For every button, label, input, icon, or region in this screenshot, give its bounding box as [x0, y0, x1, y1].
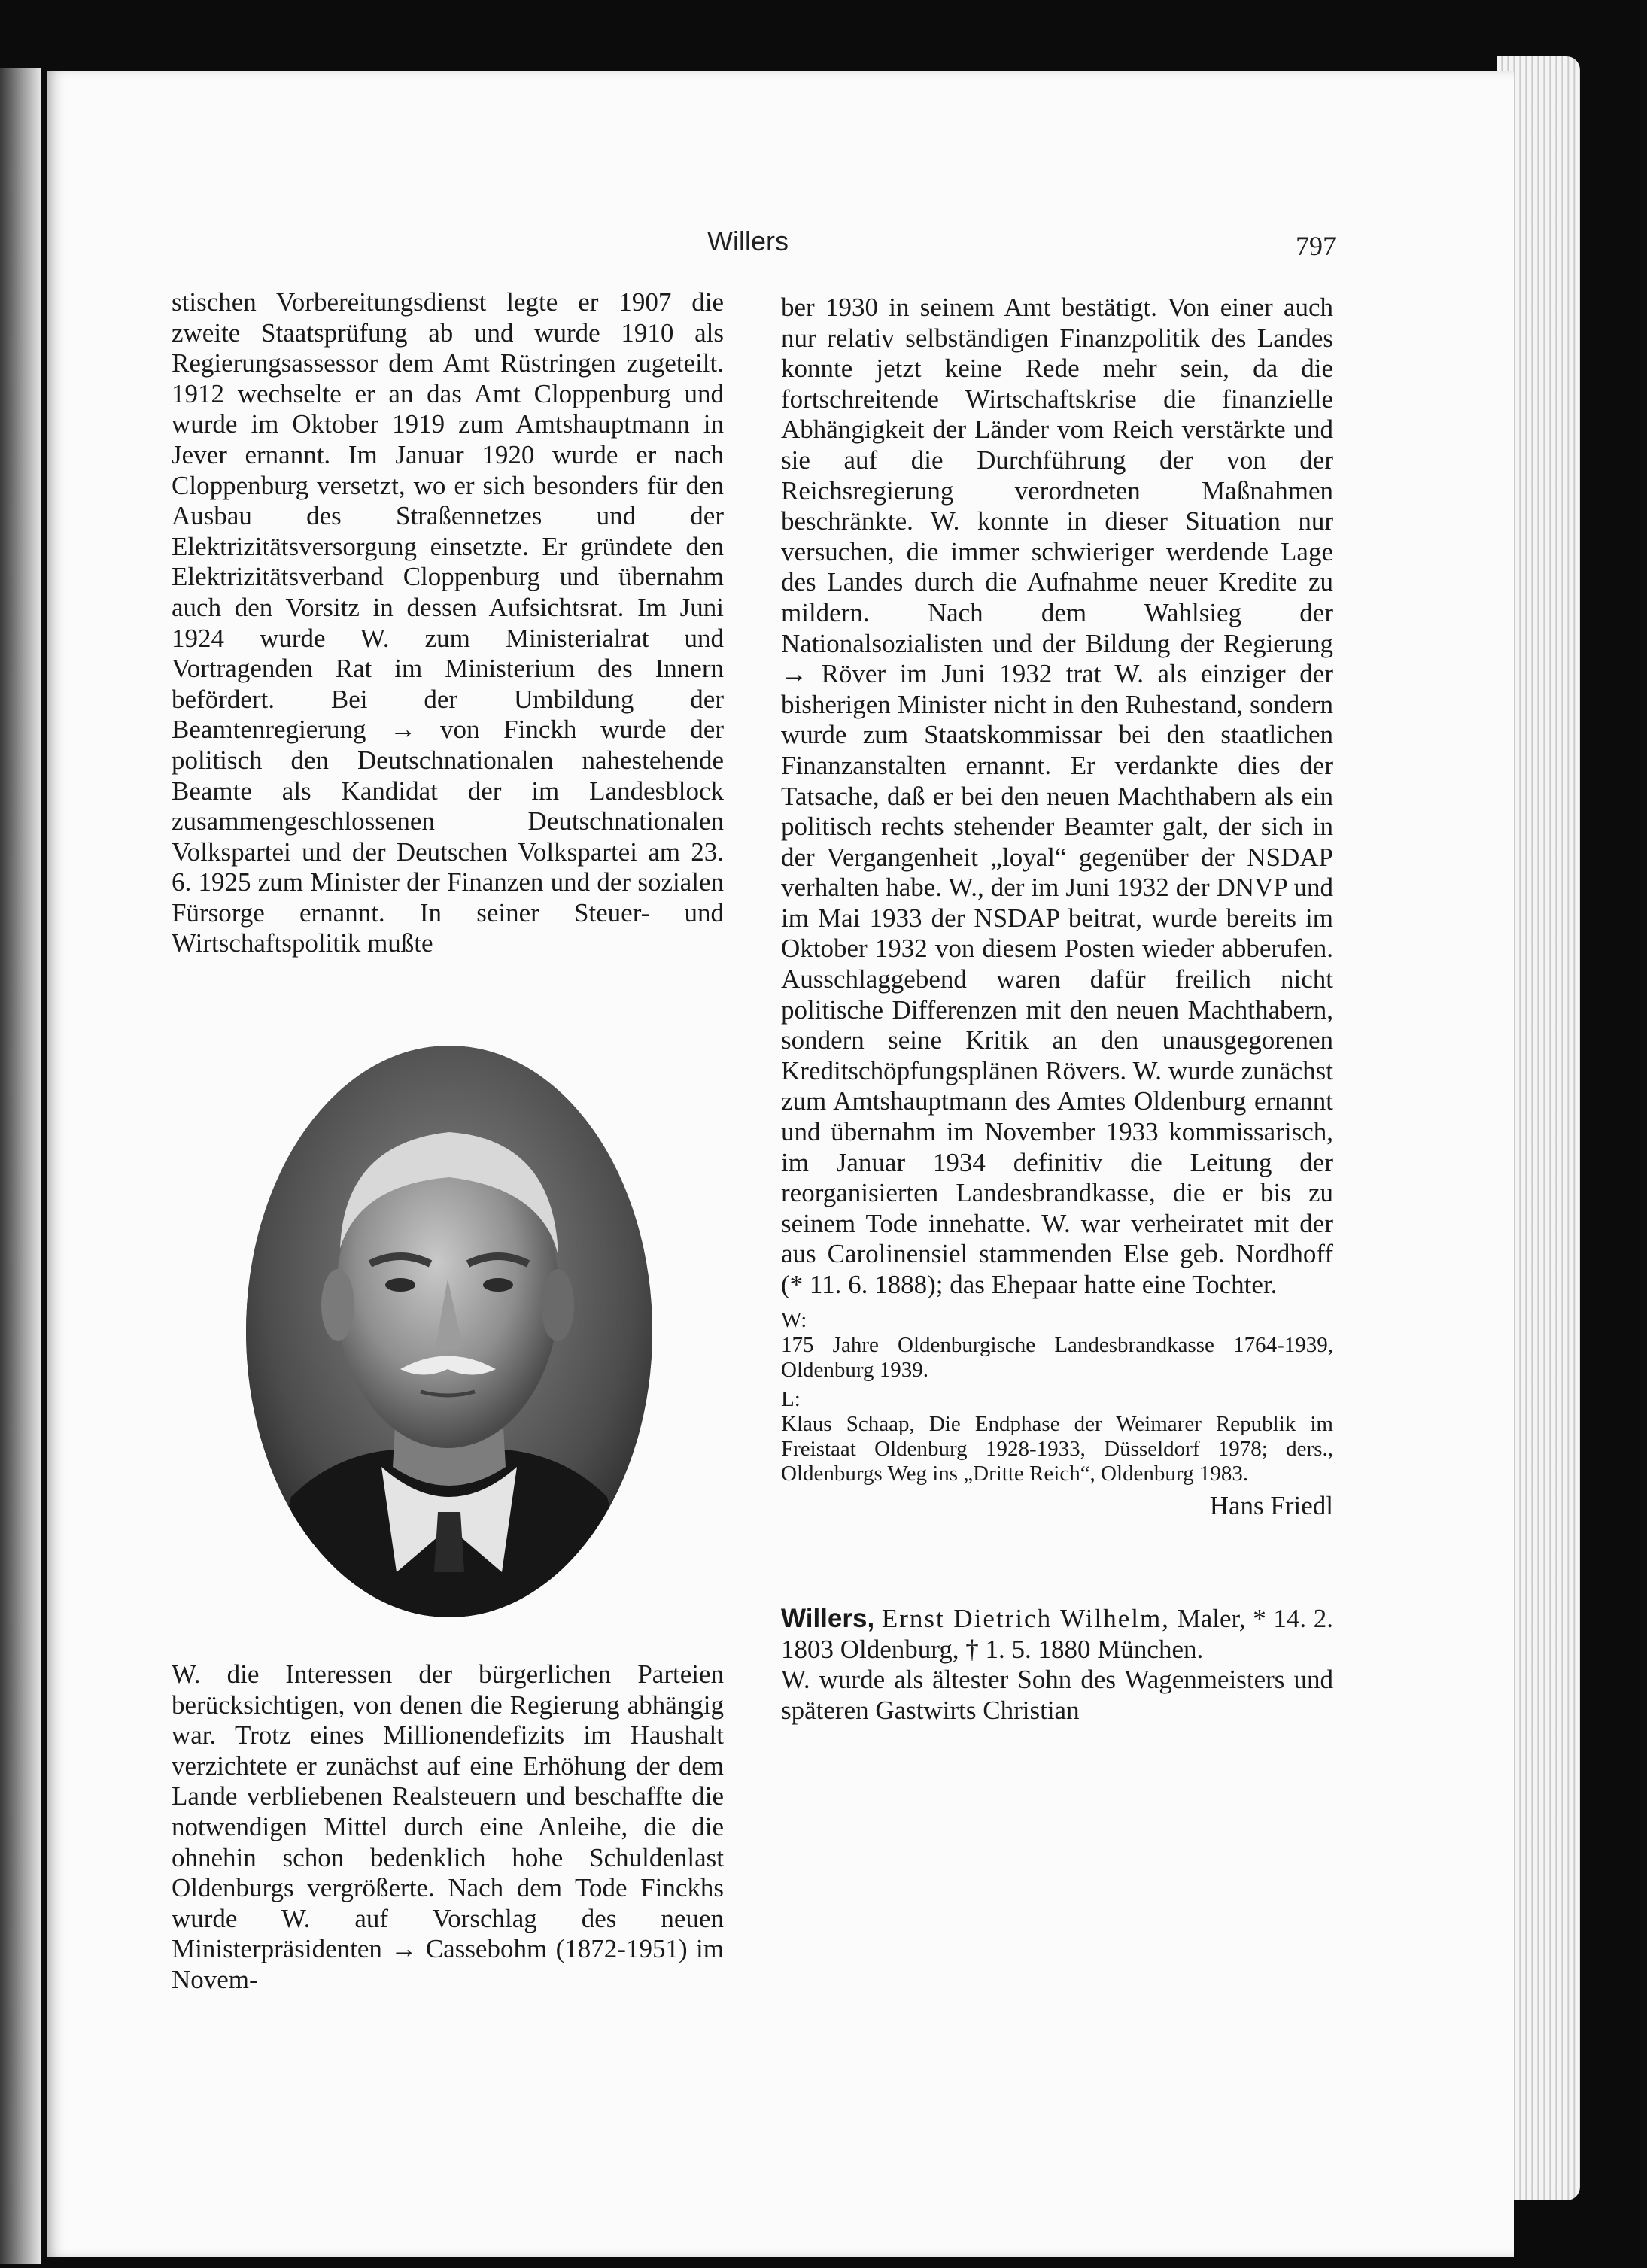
entry-given-names: Ernst Dietrich Wilhelm, [881, 1604, 1170, 1634]
next-entry [781, 1604, 1333, 1726]
works-text: 175 Jahre Oldenburgische Landesbrandkasse 1764-1939, Oldenburg 1939. [781, 1332, 1333, 1382]
works-label: W: [781, 1307, 807, 1332]
portrait-photo [246, 1046, 652, 1617]
page-number: 797 [1296, 231, 1336, 261]
literature-text: Klaus Schaap, Die Endphase der Weimarer Republik im Freistaat Oldenburg 1928-1933, Düsseldorf 1978; ders., Oldenburgs Weg ins „Dritte Reich“, Oldenburg 1983. [781, 1411, 1333, 1486]
previous-page-edge [0, 68, 41, 2264]
entry-name: Willers, [781, 1604, 875, 1634]
sources-section [781, 1308, 1333, 1486]
paragraph: W. die Interessen der bürgerlichen Parteien berücksichtigen, von denen die Regierung abhängig war. Trotz eines Millionendefizits im Haushalt verzichtete er zunächst auf eine Erhöhung der dem Lande verbliebenen Realsteuern und beschaffte die notwendigen Mittel durch eine Anleihe, die die ohnehin schon bedenklich hohe Schuldenlast Oldenburgs vergrößerte. Nach dem Tode Finckhs wurde W. auf Vorschlag des neuen Ministerpräsidenten → Cassebohm (1872-1951) im Novem- [172, 1659, 724, 1994]
entry-text: W. wurde als ältester Sohn des Wagenmeisters und späteren Gastwirts Christian [781, 1665, 1333, 1725]
left-column-bottom [172, 1659, 724, 1996]
paragraph: stischen Vorbereitungsdienst legte er 1907 die zweite Staatsprüfung ab und wurde 1910 als Regierungsassessor dem Amt Rüstringen zugeteilt. 1912 wechselte er an das Amt Cloppenburg und wurde im Oktober 1919 zum Amtshauptmann in Jever ernannt. Im Januar 1920 wurde er nach Cloppenburg versetzt, wo er sich besonders für den Ausbau des Straßennetzes und der Elektrizitätsversorgung einsetzte. Er gründete den Elektrizitätsverband Cloppenburg und übernahm auch den Vorsitz in dessen Aufsichtsrat. Im Juni 1924 wurde W. zum Ministerialrat und Vortragenden Rat im Ministerium des Innern befördert. Bei der Umbildung der Beamtenregierung → von Finckh wurde der politisch den Deutschnationalen nahestehende Beamte als Kandidat der im Landesblock zusammengeschlossenen Deutschnationalen Volkspartei und der Deutschen Volkspartei am 23. 6. 1925 zum Minister der Finanzen und der sozialen Fürsorge ernannt. In seiner Steuer- und Wirtschaftspolitik mußte [172, 287, 724, 958]
left-column-top [172, 287, 724, 959]
entry-occupation: Maler, [1177, 1604, 1246, 1634]
author-signature: Hans Friedl [1209, 1490, 1333, 1520]
right-column [781, 293, 1333, 1726]
portrait-illustration [246, 1046, 652, 1617]
running-head: Willers [707, 226, 789, 257]
entry-dates: * 14. 2. 1803 Oldenburg, † 1. 5. 1880 München. [781, 1604, 1334, 1664]
literature-label: L: [781, 1386, 801, 1411]
paragraph: ber 1930 in seinem Amt bestätigt. Von einer auch nur relativ selbständigen Finanzpolitik des Landes konnte jetzt keine Rede mehr sein, da die fortschreitende Wirtschaftskrise die finanzielle Abhängigkeit der Länder vom Reich verstärkte und sie auf die Durchführung der von der Reichsregierung verordneten Maßnahmen beschränkte. W. konnte in dieser Situation nur versuchen, die immer schwieriger werdende Lage des Landes durch die Aufnahme neuer Kredite zu mildern. Nach dem Wahlsieg der Nationalsozialisten und der Bildung der Regierung → Röver im Juni 1932 trat W. als einziger der bisherigen Minister nicht in den Ruhestand, sondern wurde zum Staatskommissar bei den staatlichen Finanzanstalten ernannt. Er verdankte dies der Tatsache, daß er bei den neuen Machthabern als ein politisch rechts stehender Beamter galt, der sich in der Vergangenheit „loyal“ gegenüber der NSDAP verhalten habe. W., der im Juni 1932 der DNVP und im Mai 1933 der NSDAP beitrat, wurde bereits im Oktober 1932 von diesem Posten wieder abberufen. Ausschlaggebend waren dafür freilich nicht politische Differenzen mit den neuen Machthabern, sondern seine Kritik an den unausgegorenen Kreditschöpfungsplänen Rövers. W. wurde zunächst zum Amtshauptmann des Amtes Oldenburg ernannt und übernahm im November 1933 kommissarisch, im Januar 1934 definitiv die Leitung der reorganisierten Landesbrandkasse, die er bis zu seinem Tode innehatte. W. war verheiratet mit der aus Carolinensiel stammenden Else geb. Nordhoff (* 11. 6. 1888); das Ehepaar hatte eine Tochter. [781, 293, 1333, 1299]
